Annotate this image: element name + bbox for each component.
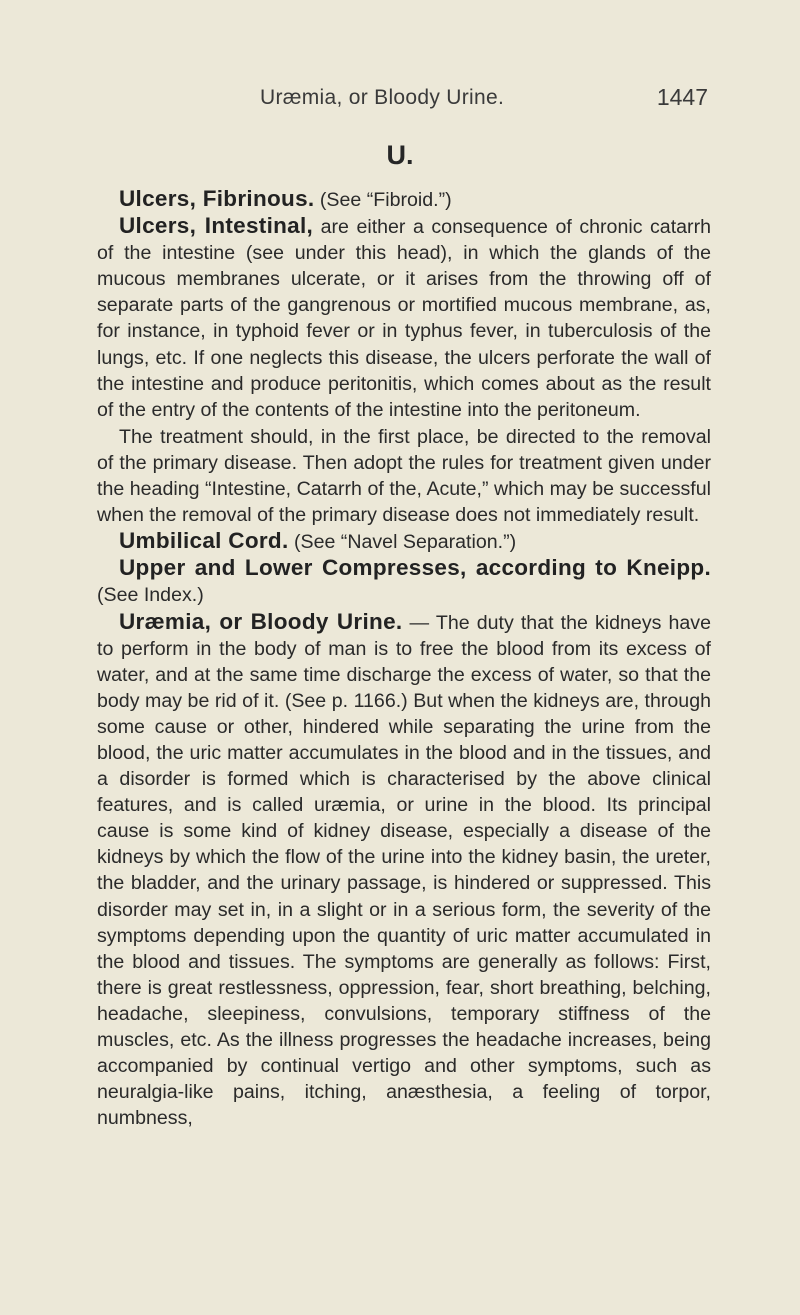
headword: Ulcers, Fibrinous. [119,186,315,211]
page-number: 1447 [656,84,708,110]
entry-text: are either a consequence of chronic catarrh of the intestine (see under this head), in which the glands of the mucous membranes ulcerate, or it arises from the throwing off of separate parts of the gangrenous or mortified mucous membrane, as, for instance, in typhoid fever or in typhus fever, in tuberculosis of the lungs, etc. If one neglects this disease, the ulcers perforate the wall of the intestine and produce peritonitis, which comes about as the result of the entry of the contents of the intestine into the peritoneum. [97,216,711,421]
headword: Umbilical Cord. [119,528,289,554]
entry-upper-lower-compresses [97,555,711,608]
entry-ulcers-intestinal-treatment [97,423,711,528]
entry-text: — The duty that the kidneys have to perform in the body of man is to free the blood from its excess of water, and at the same time discharge the excess of water, so that the body may be rid of it. (See p. 1166.) But when the kidneys are, through some cause or other, hindered while separating the urine from the blood, the uric matter accumulates in the blood and in the tissues, and a disorder is formed which is characterised by the above clinical features, and is called uræmia, or urine in the blood. Its principal cause is some kind of kidney disease, especially a disease of the kidneys by which the flow of the urine into the kidney basin, the ureter, the bladder, and the urinary passage, is hindered or suppressed. This disorder may set in, in a slight or in a serious form, the severity of the symptoms depending upon the quantity of uric matter accumulated in the blood and tissues. The symptoms are generally as follows: First, there is great restlessness, oppression, fear, short breathing, belching, headache, sleepiness, convulsions, temporary stiffness of the muscles, etc. As the illness progresses the headache increases, being accompanied by continual vertigo and other symptoms, such as neuralgia-like pains, itching, anæsthesia, a feeling of torpor, numbness, [97,611,711,1130]
headword: Upper and Lower Compresses, according to Kneipp. [119,555,711,581]
entry-ulcers-fibrinous [97,186,711,213]
headword: Ulcers, Intestinal, [119,213,314,239]
entry-text: The treatment should, in the first place, be directed to the removal of the primary disease. Then adopt the rules for treatment given under the heading “Intestine, Catarrh of the, Acute,” which may be successful when the removal of the primary disease does not immediately result. [97,425,711,527]
body-text [97,186,711,1131]
entry-text: (See “Fibroid.”) [314,189,452,211]
entry-text: (See Index.) [97,584,204,607]
headword: Uræmia, or Bloody Urine. [119,608,403,634]
section-letter: U. [386,140,414,170]
running-head-title: Uræmia, or Bloody Urine. [260,86,505,109]
entry-text: (See “Navel Separation.”) [288,531,517,554]
entry-ulcers-intestinal [97,213,711,423]
entry-uraemia [97,609,711,1132]
entry-umbilical-cord [97,528,711,555]
